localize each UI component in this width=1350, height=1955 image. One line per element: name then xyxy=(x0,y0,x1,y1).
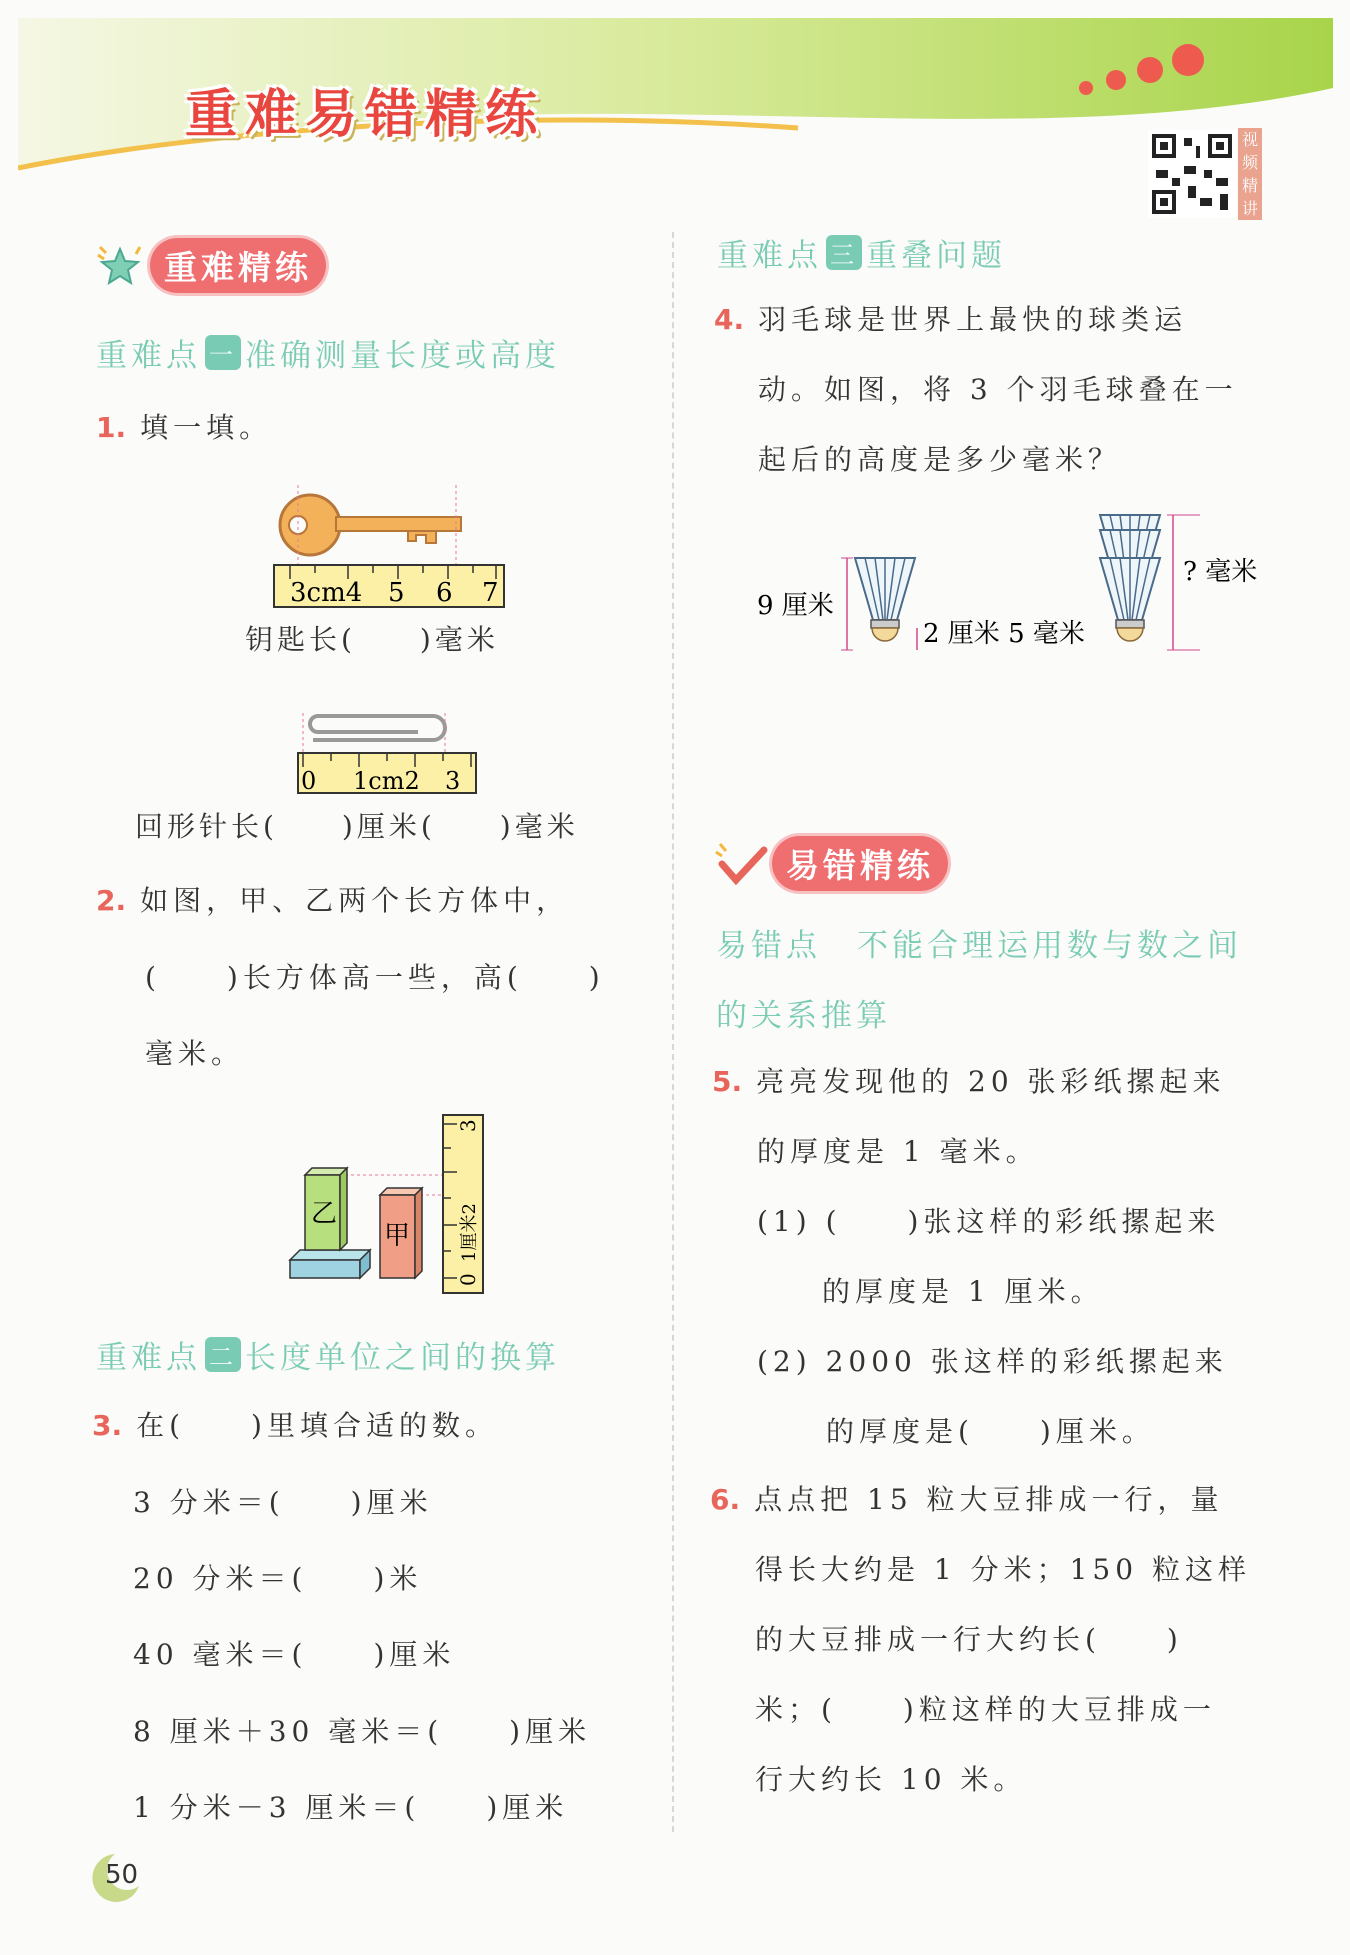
section-title: 重叠问题 xyxy=(866,238,1006,274)
question-6-line3: 的大豆排成一行大约长( ) xyxy=(755,1623,1183,1656)
question-5-line2: 的厚度是 1 毫米。 xyxy=(757,1135,1039,1168)
shuttlecock-figure xyxy=(755,510,1265,660)
ruler-tick-label: 1cm2 xyxy=(353,767,420,795)
question-number: 4. xyxy=(714,303,745,336)
section-title: 不能合理运用数与数之间 xyxy=(857,928,1242,964)
conversion-item: 1 分米－3 厘米＝( )厘米 xyxy=(133,1791,569,1824)
question-text: 点点把 15 粒大豆排成一行，量 xyxy=(754,1483,1224,1516)
column-divider xyxy=(672,232,674,1832)
block-base xyxy=(290,1250,370,1278)
question-5-sub1: (1) ( )张这样的彩纸摞起来 xyxy=(757,1205,1221,1238)
section-number: 三 xyxy=(826,235,862,270)
block-yi-label: 乙 xyxy=(311,1199,338,1229)
ruler-tick-label: 3 xyxy=(456,1119,480,1132)
section-prefix: 重难点 xyxy=(96,338,201,374)
stack-height-label: ? 毫米 xyxy=(1183,557,1258,587)
paperclip-length-caption: 回形针长( )厘米( )毫米 xyxy=(135,810,579,843)
section-prefix: 重难点 xyxy=(96,1340,201,1376)
section-prefix: 易错点 xyxy=(716,928,821,964)
question-1 xyxy=(96,410,272,446)
vertical-ruler xyxy=(443,1115,483,1293)
question-6-line5: 行大约长 10 米。 xyxy=(755,1763,1027,1796)
question-5-sub2-line2: 的厚度是( )厘米。 xyxy=(826,1415,1155,1448)
question-4-line2: 动。如图，将 3 个羽毛球叠在一 xyxy=(758,373,1238,406)
key-icon xyxy=(280,495,461,555)
stacked-shuttlecocks-icon xyxy=(1100,515,1160,641)
question-5 xyxy=(712,1064,1226,1100)
question-number: 3. xyxy=(92,1409,123,1442)
key-ruler-figure xyxy=(268,485,508,610)
question-text: 羽毛球是世界上最快的球类运 xyxy=(758,303,1188,336)
ruler-tick-label: 3cm4 xyxy=(290,578,363,608)
question-3 xyxy=(92,1408,498,1444)
question-number: 1. xyxy=(96,411,127,444)
badge-text: 重难精练 xyxy=(150,238,326,293)
section-number: 二 xyxy=(205,1337,241,1372)
conversion-item: 20 分米＝( )米 xyxy=(133,1562,423,1595)
ruler-tick-label: 7 xyxy=(482,578,499,608)
ruler-tick-label: 0 xyxy=(301,767,317,795)
question-6-line2: 得长大约是 1 分米；150 粒这样 xyxy=(755,1553,1251,1586)
section-number: 一 xyxy=(205,335,241,370)
section-heading-3 xyxy=(717,230,1006,275)
key-length-caption: 钥匙长( )毫米 xyxy=(245,623,499,656)
question-number: 5. xyxy=(712,1065,743,1098)
ruler-tick-label: 5 xyxy=(388,578,405,608)
paperclip-icon xyxy=(310,716,445,740)
question-6-line4: 米；( )粒这样的大豆排成一 xyxy=(755,1693,1216,1726)
question-2 xyxy=(96,883,569,919)
question-6 xyxy=(710,1482,1224,1518)
question-text: 填一填。 xyxy=(140,411,273,444)
page-number: 50 xyxy=(105,1860,139,1890)
section-heading-4-line2: 的关系推算 xyxy=(716,998,891,1034)
question-text: 亮亮发现他的 20 张彩纸摞起来 xyxy=(756,1065,1226,1098)
question-4 xyxy=(714,302,1187,338)
section-heading-2 xyxy=(96,1332,560,1377)
checkmark-icon xyxy=(714,842,772,886)
section-title: 准确测量长度或高度 xyxy=(245,338,560,374)
section-title: 长度单位之间的换算 xyxy=(245,1340,560,1376)
question-5-sub1-line2: 的厚度是 1 厘米。 xyxy=(822,1275,1104,1308)
section-prefix: 重难点 xyxy=(717,238,822,274)
blocks-figure xyxy=(285,1110,505,1295)
question-4-line3: 起后的高度是多少毫米？ xyxy=(758,443,1122,476)
question-number: 2. xyxy=(96,884,127,917)
ruler-tick-label: 6 xyxy=(436,578,453,608)
conversion-item: 3 分米＝( )厘米 xyxy=(133,1486,433,1519)
question-2-line3: 毫米。 xyxy=(145,1037,245,1070)
ruler-tick-label: 0 xyxy=(456,1273,480,1286)
question-number: 6. xyxy=(710,1483,741,1516)
badge-text: 易错精练 xyxy=(772,836,948,891)
block-jia-label: 甲 xyxy=(384,1221,411,1251)
question-2-line2: ( )长方体高一些，高( ) xyxy=(145,961,605,994)
ruler-tick-label: 1厘米2 xyxy=(459,1203,480,1262)
section-heading-4 xyxy=(716,920,1242,965)
conversion-item: 40 毫米＝( )厘米 xyxy=(133,1638,456,1671)
question-text: 如图，甲、乙两个长方体中， xyxy=(140,884,570,917)
conversion-item: 8 厘米＋30 毫米＝( )厘米 xyxy=(133,1715,592,1748)
shuttle-base-label: 2 厘米 5 毫米 xyxy=(923,619,1085,649)
qr-code-icon[interactable] xyxy=(1148,130,1236,218)
question-5-sub2: (2) 2000 张这样的彩纸摞起来 xyxy=(757,1345,1228,1378)
paperclip-ruler-figure xyxy=(295,705,480,795)
ruler-tick-label: 3 xyxy=(445,767,461,795)
badge-error-practice xyxy=(714,836,948,891)
qr-label: 视频精讲 xyxy=(1238,128,1262,220)
shuttle-height-label: 9 厘米 xyxy=(757,591,834,621)
badge-key-practice xyxy=(96,238,326,293)
star-icon xyxy=(96,245,150,287)
section-heading-1 xyxy=(96,330,560,375)
page-title: 重难易错精练 xyxy=(185,85,546,145)
question-text: 在( )里填合适的数。 xyxy=(136,1409,498,1442)
shuttlecock-icon xyxy=(855,558,915,641)
